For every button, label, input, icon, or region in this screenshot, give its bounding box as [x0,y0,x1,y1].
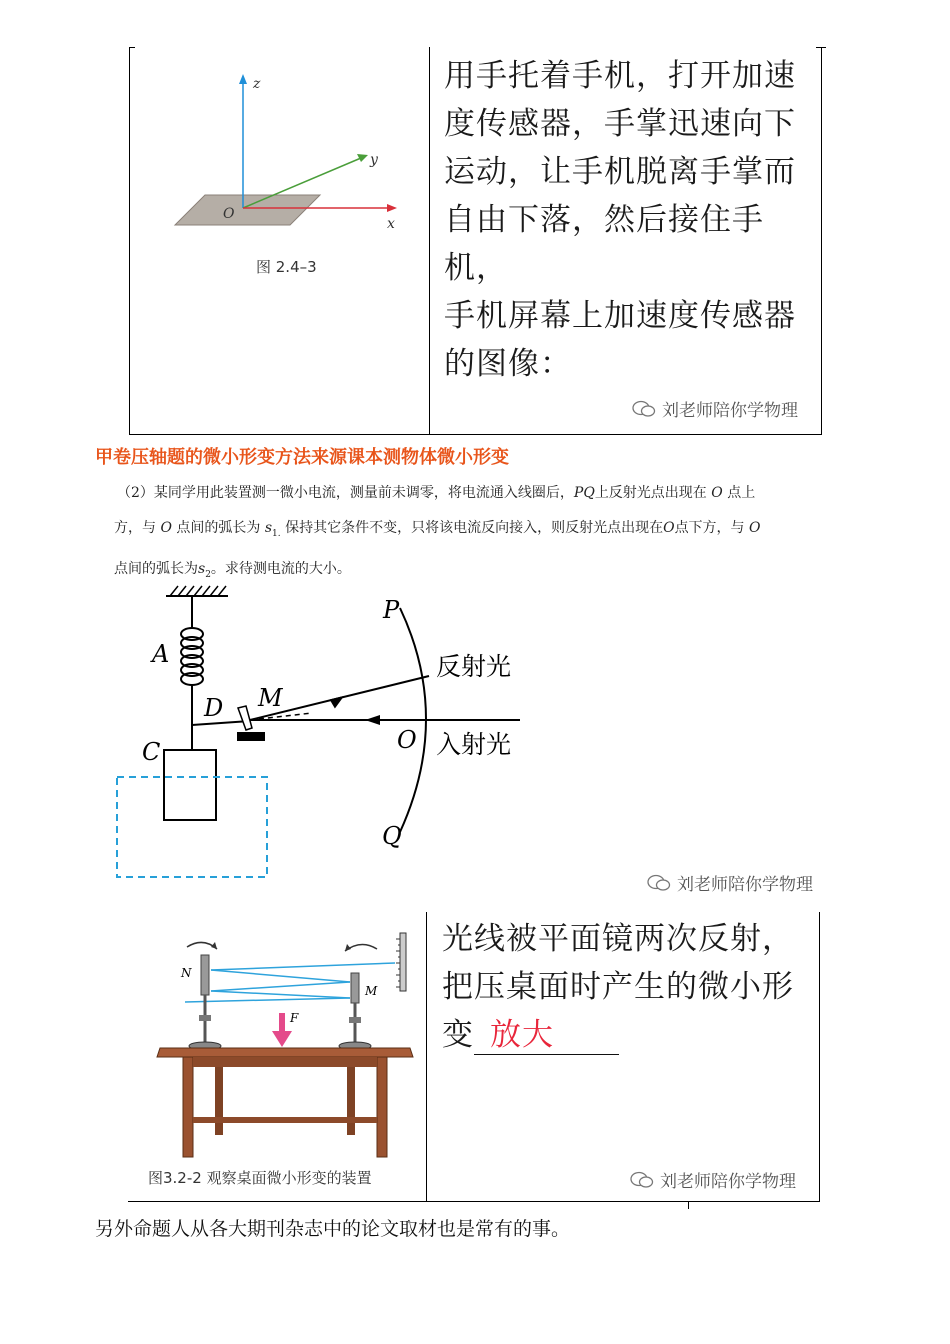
mirror-n [201,955,209,995]
table1-text-cell [444,52,814,388]
watermark [647,870,813,895]
problem-line-3: 点间的弧长为$s_2$。求待测电流的大小。 [114,560,351,580]
origin-label: O [223,206,235,222]
watermark [630,1167,796,1192]
label-o: O [397,726,417,754]
wechat-icon [647,874,671,892]
table1-middle-border [429,47,430,435]
problem-line-1: （2）某同学用此装置测一微小电流，测量前未调零，将电流通入线圈后，PQ上反射光点出现在 O 点上 [117,485,756,501]
text-line: 把压桌面时产生的微小形 [442,969,794,1005]
text-line-answer: 变 放大 [442,1011,812,1059]
label-a: A [152,640,170,668]
label-p: P [383,596,400,624]
scale-ruler [400,933,406,991]
answer-blank [474,1016,619,1055]
label-incident: 入射光 [436,730,512,759]
table-leg [215,1057,223,1135]
table1-left-border [129,47,130,435]
table1-right-border [821,47,822,435]
light-ray [185,998,350,1002]
x-arrowhead [387,204,397,212]
y-arrowhead [357,154,368,162]
label-f: F [290,1011,299,1025]
table2-right-border [819,912,820,1202]
table-stretcher [193,1117,377,1123]
wechat-icon [630,1171,654,1189]
ceiling-hatch [170,586,226,596]
z-label: z [253,76,261,92]
phone-plate [175,195,320,225]
table1-bottom-border [129,434,822,435]
problem-line-2: 方，与 O 点间的弧长为 $s_{1.}$ 保持其它条件不变，只将该电流反向接入，则反射光点出现在O点下方，与 O [114,520,761,539]
incident-arrowhead [365,715,380,725]
light-ray [211,963,395,970]
figure-caption-3-2-2: 图3.2-2 观察桌面微小形变的装置 [148,1169,372,1187]
mirror-m-stand [351,973,359,1003]
text-line: 自由下落，然后接住手机， [444,202,764,286]
label-m: M [365,984,378,998]
axes-figure [165,70,405,240]
table1-top-tick-right [816,47,826,48]
y-label: y [370,152,378,168]
text-line: 度传感器，手掌迅速向下 [444,106,796,142]
table2-bottom-border [128,1201,820,1202]
table2-bottom-tick [688,1201,689,1209]
text-line: 的图像： [444,346,572,382]
text-line: 用手托着手机，打开加速 [444,58,796,94]
watermark-text: 刘老师陪你学物理 [660,1172,796,1192]
mirror-base [237,732,265,741]
spring-mirror-diagram [100,580,560,885]
watermark [632,396,798,421]
force-arrowhead [272,1031,292,1047]
watermark-text: 刘老师陪你学物理 [677,875,813,895]
text-line: 运动，让手机脱离手掌而 [444,154,796,190]
label-c: C [142,738,161,766]
answer-text: 放大 [490,1017,554,1053]
table-apron [193,1057,377,1067]
dashed-normal [250,713,312,720]
force-arrow-shaft [279,1013,285,1033]
section-title: 甲卷压轴题的微小形变方法来源课本测物体微小形变 [95,447,509,468]
label-m: M [258,684,283,712]
table-leg [377,1057,387,1157]
table2-middle-border [426,912,427,1202]
light-ray [211,970,350,982]
z-arrowhead [239,74,247,84]
table-leg [183,1057,193,1157]
text-line: 手机屏幕上加速度传感器 [444,298,796,334]
footer-text: 另外命题人从各大期刊杂志中的论文取材也是常有的事。 [95,1218,571,1240]
table-apparatus [155,925,420,1160]
label-q: Q [382,822,402,850]
table1-top-tick [129,47,135,48]
x-label: x [387,216,395,232]
label-reflected: 反射光 [436,652,512,681]
light-ray [211,982,350,991]
label-d: D [204,694,224,722]
text-line: 光线被平面镜两次反射， [442,921,794,957]
table-leg [347,1057,355,1135]
table2-text-cell [442,915,812,1059]
table-top [157,1048,413,1057]
mirror-m [238,706,252,730]
label-n: N [181,966,192,980]
watermark-text: 刘老师陪你学物理 [662,401,798,421]
spring-coils [181,628,203,685]
problem-text [114,476,847,593]
figure-caption-2-4-3: 图 2.4–3 [256,258,317,276]
wechat-icon [632,400,656,418]
box-c [164,750,216,820]
light-ray [211,991,350,998]
